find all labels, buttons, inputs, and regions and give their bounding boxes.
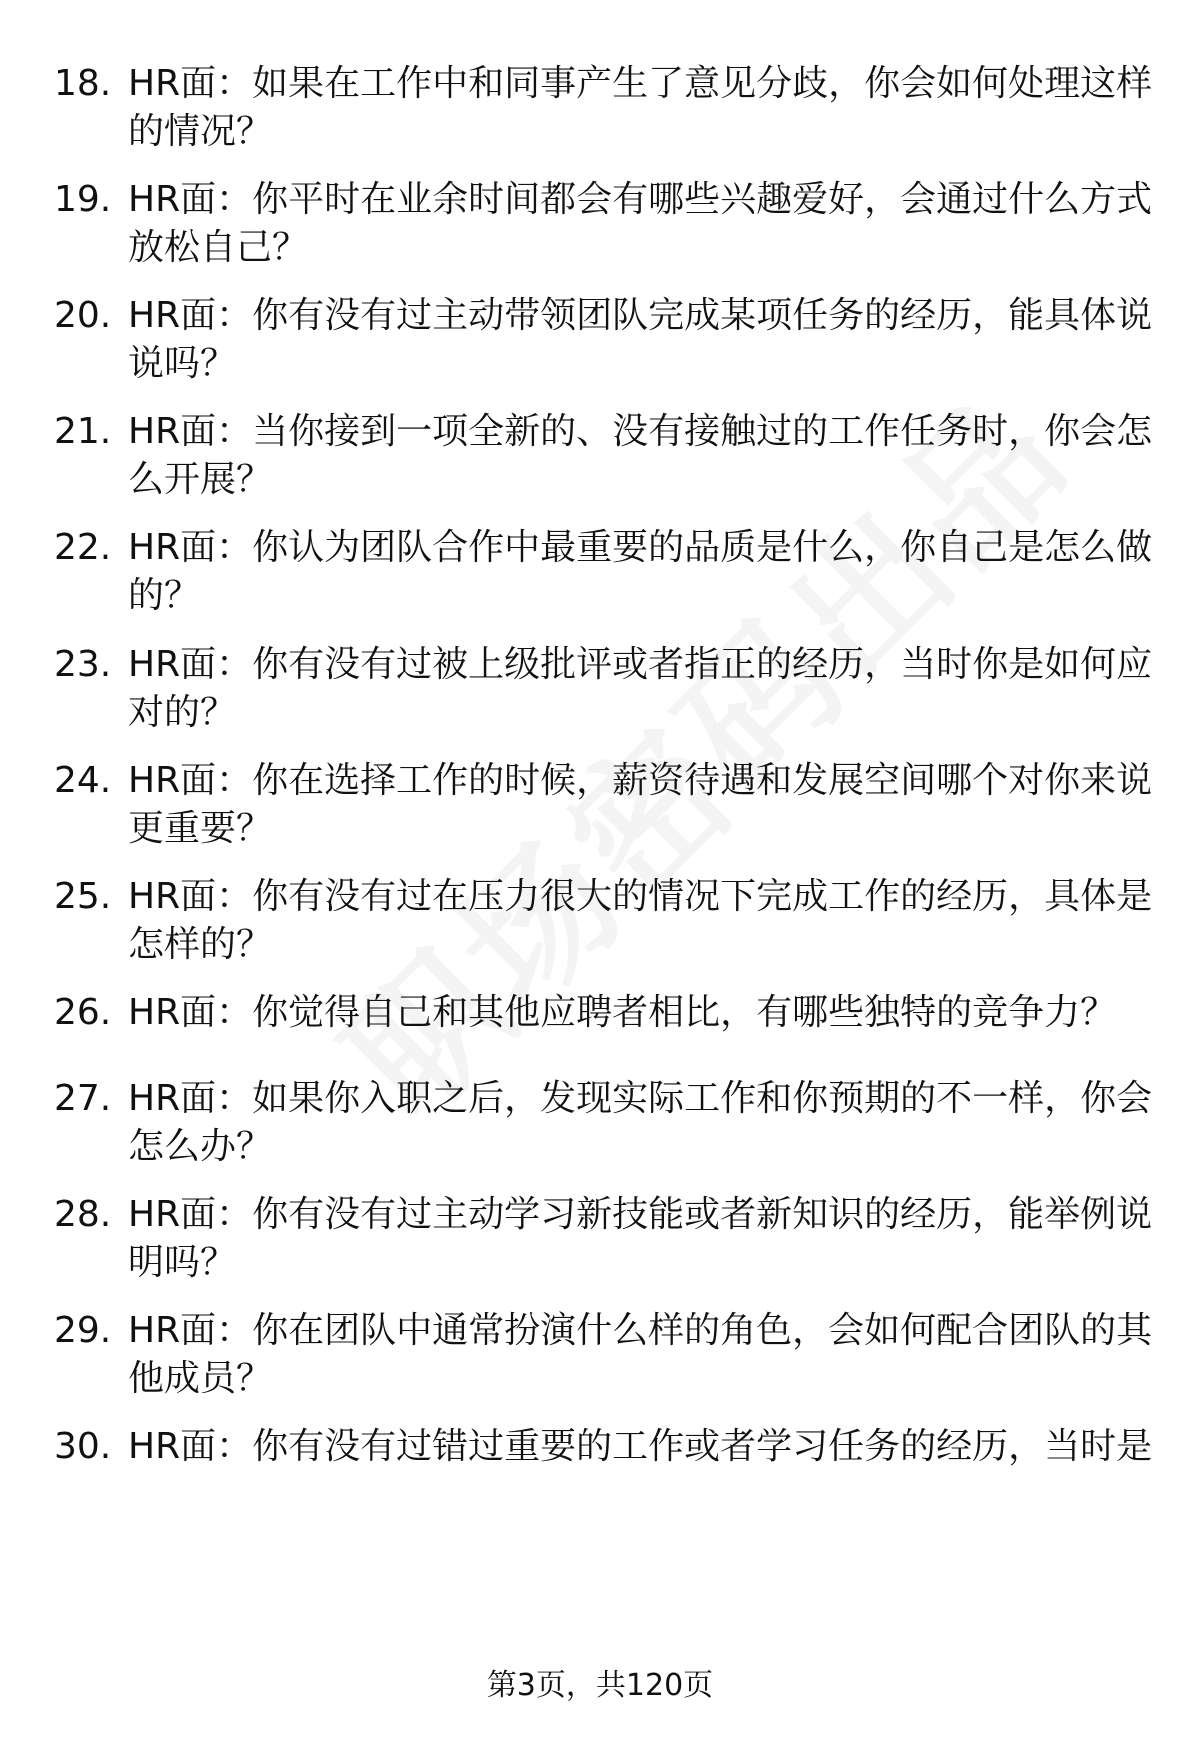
question-number: 27. bbox=[54, 1078, 112, 1119]
question-number: 23. bbox=[54, 644, 112, 685]
question-number: 30. bbox=[54, 1426, 112, 1467]
question-number: 20. bbox=[54, 295, 112, 336]
question-text: HR面：当你接到一项全新的、没有接触过的工作任务时，你会怎么开展？ bbox=[128, 411, 1153, 500]
question-number: 21. bbox=[54, 411, 112, 452]
question-number: 19. bbox=[54, 179, 112, 220]
question-text: HR面：你有没有过被上级批评或者指正的经历，当时你是如何应对的？ bbox=[128, 644, 1153, 733]
question-text: HR面：你有没有过错过重要的工作或者学习任务的经历，当时是 bbox=[128, 1426, 1153, 1467]
question-number: 25. bbox=[54, 876, 112, 917]
question-text: HR面：你有没有过主动带领团队完成某项任务的经历，能具体说说吗？ bbox=[128, 295, 1153, 384]
question-text: HR面：如果在工作中和同事产生了意见分歧，你会如何处理这样的情况？ bbox=[128, 63, 1153, 152]
question-number: 24. bbox=[54, 760, 112, 801]
question-text: HR面：你有没有过主动学习新技能或者新知识的经历，能举例说明吗？ bbox=[128, 1194, 1153, 1283]
question-number: 29. bbox=[54, 1310, 112, 1351]
question-number: 22. bbox=[54, 527, 112, 568]
question-text: HR面：你平时在业余时间都会有哪些兴趣爱好，会通过什么方式放松自己？ bbox=[128, 179, 1153, 268]
question-text: HR面：你认为团队合作中最重要的品质是什么，你自己是怎么做的？ bbox=[128, 527, 1153, 616]
question-text: HR面：你觉得自己和其他应聘者相比，有哪些独特的竞争力？ bbox=[128, 992, 1117, 1033]
question-number: 26. bbox=[54, 992, 112, 1033]
question-number: 28. bbox=[54, 1194, 112, 1235]
page-footer: 第3页，共120页 bbox=[486, 1668, 714, 1703]
question-text: HR面：如果你入职之后，发现实际工作和你预期的不一样，你会怎么办？ bbox=[128, 1078, 1153, 1167]
question-text: HR面：你在团队中通常扮演什么样的角色，会如何配合团队的其他成员？ bbox=[128, 1310, 1153, 1399]
question-text: HR面：你在选择工作的时候，薪资待遇和发展空间哪个对你来说更重要？ bbox=[128, 760, 1153, 849]
question-text: HR面：你有没有过在压力很大的情况下完成工作的经历，具体是怎样的？ bbox=[128, 876, 1153, 965]
question-number: 18. bbox=[54, 63, 112, 104]
